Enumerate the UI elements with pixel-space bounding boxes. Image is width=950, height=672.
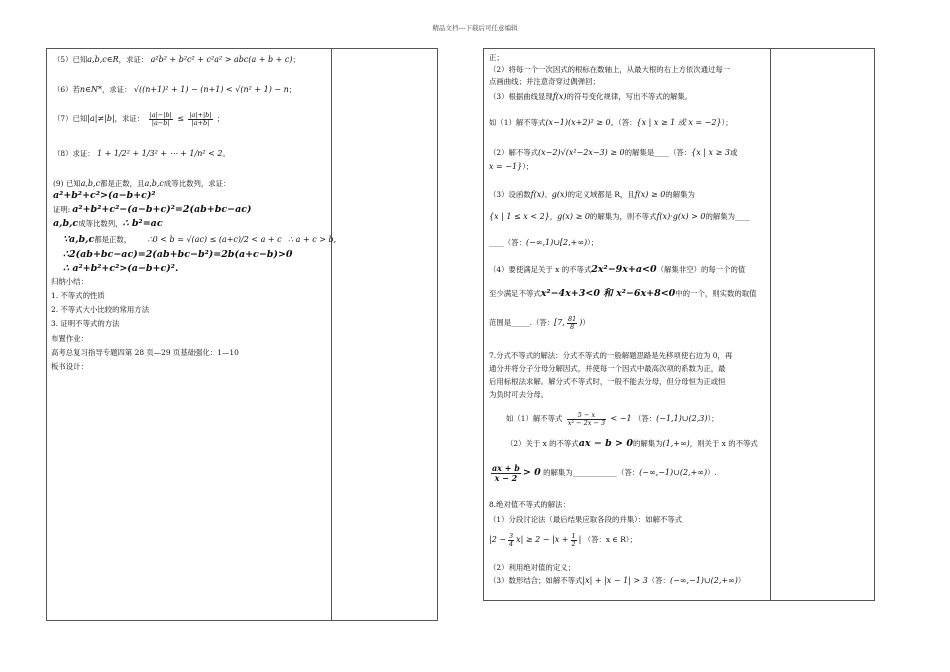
summary-item-3: 3. 证明不等式的方法 <box>51 319 120 328</box>
homework-item: 高考总复习指导专题四第 28 页—29 页基础强化：1—10 <box>51 348 239 357</box>
example-3-cont: {x | 1 ≤ x < 2}，g(x) ≥ 0的解集为，则不等式f(x)·g(x) > 0的解集为____ <box>489 212 750 221</box>
summary-item-2: 2. 不等式大小比较的常用方法 <box>51 305 150 314</box>
homework-title: 布置作业： <box>51 334 88 343</box>
section-8-item-2: （2）利用绝对值的定义； <box>489 563 576 572</box>
problem-5: （5）已知a,b,c∈R，求证： a²b² + b²c² + c²a² > abc(a + b + c)； <box>53 55 300 64</box>
problem-8: （8）求证： 1 + 1/2² + 1/3² + ⋯ + 1/n² < 2。 <box>53 149 230 158</box>
left-panel <box>46 48 438 621</box>
example-1: 如（1）解不等式(x−1)(x+2)² ≥ 0。（答：{x | x ≥ 1 或 x = −2}）； <box>489 118 733 127</box>
section-8-item-3: （3）数形结合；如解不等式|x| + |x − 1| > 3（答：(−∞,−1)∪(2,+∞)） <box>489 576 746 585</box>
section-7-line-4: 为负时可去分母。 <box>489 390 549 399</box>
r-line-3: 点画曲线；并注意奇穿过偶弹回； <box>489 77 600 86</box>
section-8-title: 8.绝对值不等式的解法： <box>489 500 570 509</box>
proof-label: 证明: a²+b²+c²−(a−b+c)²=2(ab+bc−ac) <box>53 204 252 215</box>
example-4-answer: 范围是_____.（答：[7, $\frac{81}{8}$ )） <box>489 314 590 331</box>
section-7-example-2: （2）关于 x 的不等式ax − b > 0的解集为(1,+∞)，则关于 x 的不等式 <box>506 438 758 449</box>
page-header: 精品文档---下载后可任意编辑 <box>432 24 518 32</box>
summary-title: 归纳小结： <box>51 277 88 286</box>
board-design-title: 板书设计： <box>51 362 88 371</box>
example-2: （2）解不等式(x−2)√(x²−2x−3) ≥ 0的解集是____（答：{x | x ≥ 3或 <box>489 148 738 157</box>
section-8-item-1-expr: |2 − $\frac{3}{4}$ x| ≥ 2 − |x + $\frac{1}{2}$ | （答：x ∈ R）； <box>489 531 637 548</box>
proof-line-4: ∴2(ab+bc−ac)=2(ab+bc−b²)=2b(a+c−b)>0 <box>63 249 293 260</box>
section-7-line-3: 后用标根法求解。解分式不等式时，一般不能去分母，但分母恒为正或恒 <box>489 377 726 386</box>
problem-6: （6）若n∈N*，求证： √((n+1)² + 1) − (n+1) < √(n² + 1) − n； <box>53 85 297 94</box>
right-panel <box>483 48 875 601</box>
summary-item-1: 1. 不等式的性质 <box>51 291 105 300</box>
proof-line-3: ∵a,b,c都是正数， ∴0 < b = √(ac) ≤ (a+c)/2 < a + c ∴ a + c > b, <box>63 234 337 245</box>
problem-9-statement: a²+b²+c²>(a−b+c)² <box>53 190 156 201</box>
problem-7: （7）已知|a|≠|b|，求证： $\frac{|a|-|b|}{|a-b|}$ ≤ $\frac{|a|+|b|}{|a+b|}$ ； <box>53 110 225 127</box>
section-7-example-2-cont: $\frac{ax + b}{x - 2}$ > 0 的解集为____________（答：(−∞,−1)∪(2,+∞)）. <box>492 462 717 483</box>
section-7-line-1: 7.分式不等式的解法：分式不等式的一般解题思路是先移项使右边为 0，再 <box>489 351 733 360</box>
example-2-cont: x = −1}）； <box>489 162 534 171</box>
r-line-2: （2）将每一个一次因式的根标在数轴上，从最大根的右上方依次通过每一 <box>489 65 731 74</box>
section-7-line-2: 通分并将分子分母分解因式，并使每一个因式中最高次项的系数为正，最 <box>489 364 726 373</box>
r-line-4: （3）根据曲线显现f(x)的符号变化规律，写出不等式的解集。 <box>489 92 693 101</box>
right-column-divider <box>770 49 771 600</box>
proof-line-5: ∴ a²+b²+c²>(a−b+c)². <box>63 263 179 274</box>
section-8-item-1: （1）分段讨论法（最后结果应取各段的并集）：如解不等式 <box>489 515 683 524</box>
example-4: （4）要使满足关于 x 的不等式2x²−9x+a<0（解集非空）的每一个的值 <box>489 264 746 275</box>
section-7-example-1: 如（1）解不等式 $\frac{5 - x}{\text{x² − 2x − 3}}$ < −1 （答：(−1,1)∪(2,3)）； <box>506 410 719 427</box>
example-3-answer: ____（答：(−∞,1)∪[2,+∞)）； <box>489 238 599 247</box>
r-line-1: 正； <box>489 53 504 62</box>
proof-line-2: a,b,c成等比数列，∴ b²=ac <box>53 218 163 229</box>
example-3: （3）设函数f(x)、g(x)的定义域都是 R，且f(x) ≥ 0的解集为 <box>489 190 695 199</box>
example-4-cont: 至少满足不等式x²−4x+3<0 和 x²−6x+8<0中的一个，则实数的取值 <box>489 288 757 299</box>
problem-9: (9) 已知a,b,c都是正数，且a,b,c成等比数列，求证： <box>53 179 231 188</box>
left-column-divider <box>331 49 332 620</box>
